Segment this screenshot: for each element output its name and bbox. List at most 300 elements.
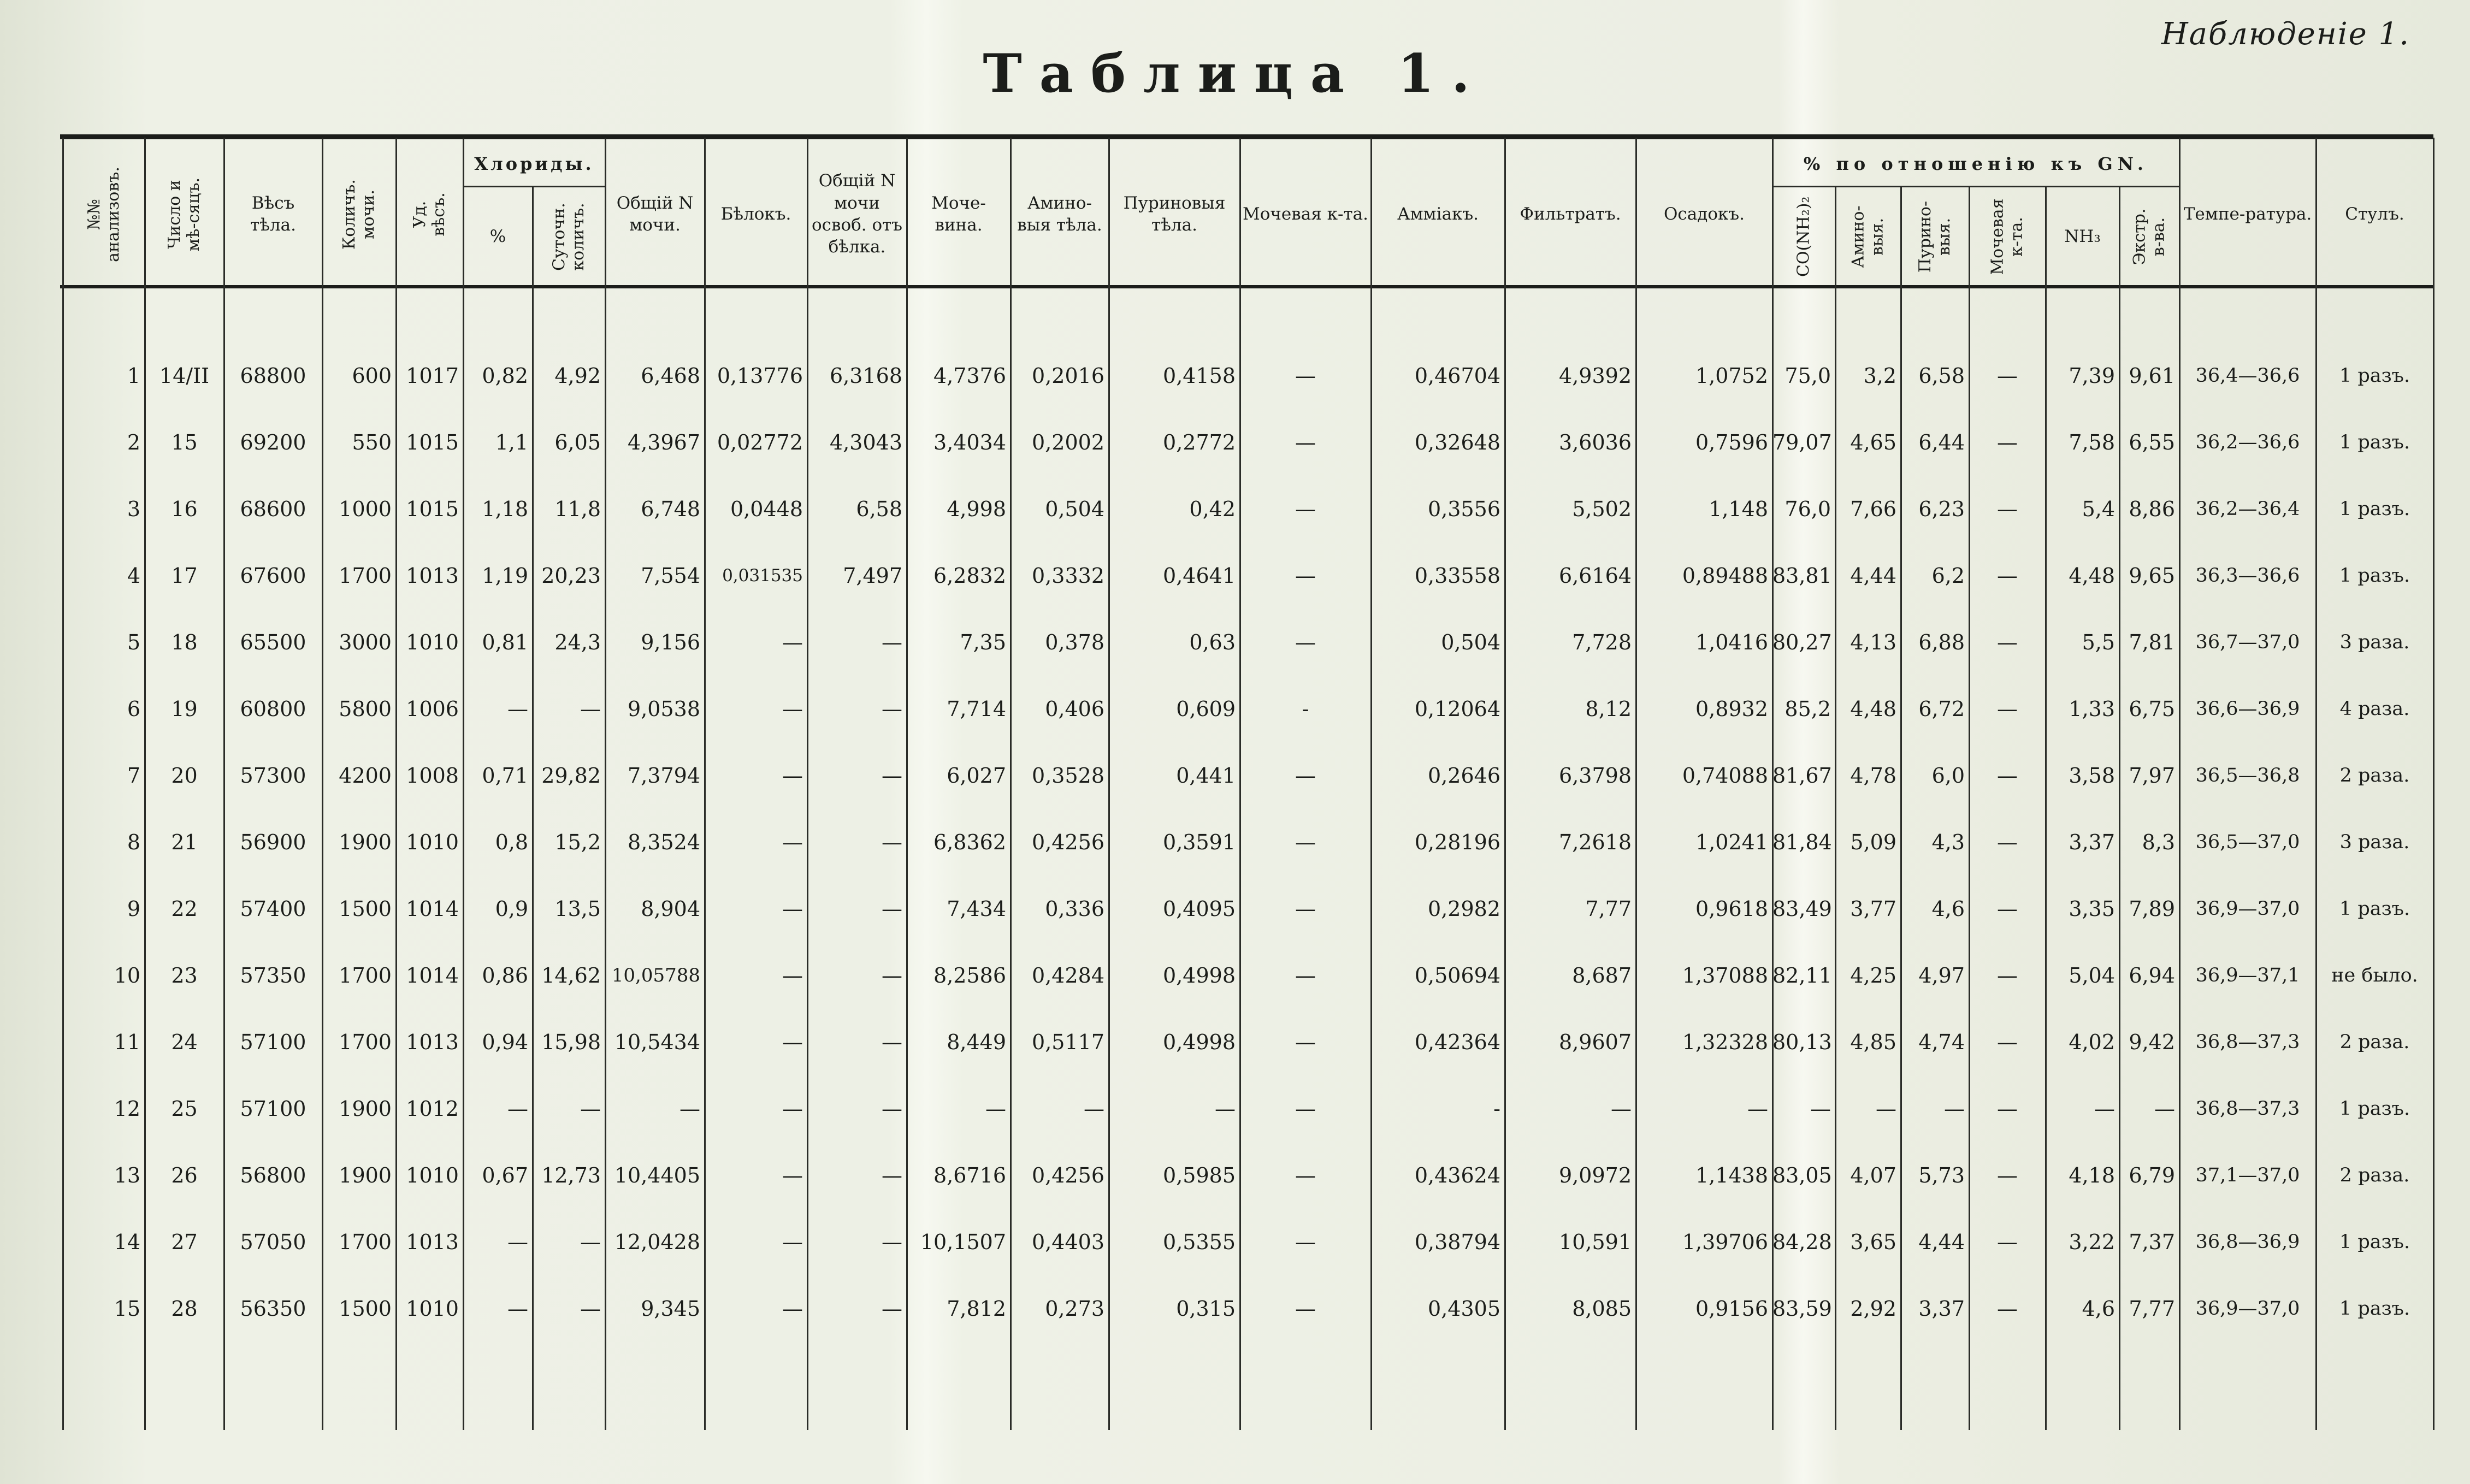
cell-ammonia: 0,4305 bbox=[1428, 1297, 1500, 1321]
cell-protein: — bbox=[782, 764, 803, 788]
header-urea: Моче-вина. bbox=[931, 193, 986, 235]
cell-purine: 0,609 bbox=[1176, 697, 1236, 721]
cell-temp: 36,9—37,0 bbox=[2195, 1298, 2300, 1320]
cell-temp: 36,8—36,9 bbox=[2195, 1231, 2300, 1253]
cell-date: 15 bbox=[171, 430, 198, 454]
cell-amino: 0,406 bbox=[1045, 697, 1104, 721]
cell-ammonia: 0,42364 bbox=[1414, 1030, 1500, 1054]
cell-p-uric: — bbox=[1997, 764, 2018, 788]
cell-urine-qty: 1700 bbox=[339, 1030, 392, 1054]
cell-uric: — bbox=[1295, 364, 1316, 388]
cell-p-extr: 7,97 bbox=[2129, 764, 2175, 788]
cell-total-n: 7,3794 bbox=[628, 764, 700, 788]
cell-spec-gravity: 1006 bbox=[406, 697, 459, 721]
cell-amino: 0,504 bbox=[1045, 497, 1104, 521]
cell-p-extr: 6,55 bbox=[2129, 430, 2175, 454]
header-temp: Темпе-ратура. bbox=[2183, 204, 2312, 224]
cell-num: 8 bbox=[127, 830, 140, 854]
cell-p-purine: 6,88 bbox=[1918, 630, 1965, 654]
cell-p-amino: 3,77 bbox=[1850, 897, 1896, 921]
cell-p-purine: 6,72 bbox=[1918, 697, 1965, 721]
cell-urea: 4,7376 bbox=[933, 364, 1006, 388]
cell-amino: 0,3528 bbox=[1032, 764, 1104, 788]
cell-chl-pct: 0,94 bbox=[482, 1030, 528, 1054]
cell-p-urea: 84,28 bbox=[1772, 1230, 1832, 1254]
chlorides-subrule bbox=[463, 186, 605, 187]
cell-amino: 0,378 bbox=[1045, 630, 1104, 654]
header-p-urea bbox=[1772, 188, 1835, 285]
cell-n-free: 4,3043 bbox=[830, 430, 902, 454]
cell-temp: 36,4—36,6 bbox=[2195, 365, 2300, 387]
cell-uric: - bbox=[1302, 697, 1309, 721]
cell-protein: 0,031535 bbox=[722, 566, 803, 586]
cell-weight: 57100 bbox=[240, 1030, 306, 1054]
cell-num: 2 bbox=[127, 430, 140, 454]
cell-p-extr: 9,61 bbox=[2129, 364, 2175, 388]
cell-amino: — bbox=[1084, 1097, 1104, 1121]
cell-protein: — bbox=[782, 1097, 803, 1121]
cell-p-amino: 3,2 bbox=[1863, 364, 1896, 388]
cell-chl-pct: 1,19 bbox=[482, 564, 528, 588]
cell-num: 11 bbox=[114, 1030, 140, 1054]
cell-protein: — bbox=[782, 1163, 803, 1187]
cell-uric: — bbox=[1295, 764, 1316, 788]
header-p-extr bbox=[2119, 188, 2179, 285]
header-urine-qty-text: Количъ. мочи. bbox=[340, 179, 378, 250]
cell-p-purine: 3,37 bbox=[1918, 1297, 1965, 1321]
cell-p-nh3: 3,22 bbox=[2069, 1230, 2115, 1254]
cell-p-nh3: 3,35 bbox=[2069, 897, 2115, 921]
cell-purine: 0,4158 bbox=[1163, 364, 1236, 388]
cell-urine-qty: 5800 bbox=[339, 697, 392, 721]
cell-p-amino: 7,66 bbox=[1850, 497, 1896, 521]
cell-p-nh3: 3,37 bbox=[2069, 830, 2115, 854]
cell-filtrate: 7,77 bbox=[1585, 897, 1632, 921]
cell-num: 9 bbox=[127, 897, 140, 921]
cell-temp: 36,3—36,6 bbox=[2195, 565, 2300, 587]
cell-p-uric: — bbox=[1997, 364, 2018, 388]
cell-num: 14 bbox=[114, 1230, 140, 1254]
cell-purine: 0,4641 bbox=[1163, 564, 1236, 588]
cell-p-purine: 6,0 bbox=[1931, 764, 1965, 788]
cell-weight: 57100 bbox=[240, 1097, 306, 1121]
cell-total-n: 4,3967 bbox=[628, 430, 700, 454]
cell-urea: 7,434 bbox=[947, 897, 1006, 921]
cell-purine: 0,2772 bbox=[1163, 430, 1236, 454]
cell-p-purine: 6,44 bbox=[1918, 430, 1965, 454]
cell-chl-daily: 29,82 bbox=[541, 764, 601, 788]
cell-date: 19 bbox=[171, 697, 198, 721]
cell-p-purine: 6,23 bbox=[1918, 497, 1965, 521]
cell-date: 14/II bbox=[159, 364, 210, 388]
cell-p-uric: — bbox=[1997, 430, 2018, 454]
cell-ammonia: 0,33558 bbox=[1414, 564, 1500, 588]
cell-sediment: 1,148 bbox=[1709, 497, 1768, 521]
cell-spec-gravity: 1010 bbox=[406, 830, 459, 854]
cell-sediment: 0,8932 bbox=[1695, 697, 1768, 721]
cell-urine-qty: 3000 bbox=[339, 630, 392, 654]
header-chl-pct: % bbox=[489, 227, 506, 247]
cell-num: 1 bbox=[127, 364, 140, 388]
cell-ammonia: 0,28196 bbox=[1414, 830, 1500, 854]
cell-filtrate: 10,591 bbox=[1559, 1230, 1632, 1254]
cell-stool: 1 разъ. bbox=[2339, 1298, 2410, 1320]
header-pct-group: % по отношенію къ GN. bbox=[1803, 153, 2149, 175]
cell-p-purine: — bbox=[1944, 1097, 1965, 1121]
cell-sediment: 1,0416 bbox=[1695, 630, 1768, 654]
cell-uric: — bbox=[1295, 564, 1316, 588]
header-p-urea-text: CO(NH₂)₂ bbox=[1794, 196, 1813, 277]
cell-chl-daily: 6,05 bbox=[554, 430, 601, 454]
cell-uric: — bbox=[1295, 1163, 1316, 1187]
cell-weight: 57350 bbox=[240, 963, 306, 988]
cell-weight: 56900 bbox=[240, 830, 306, 854]
cell-purine: 0,4998 bbox=[1163, 963, 1236, 988]
header-rule bbox=[60, 285, 2433, 288]
cell-stool: 1 разъ. bbox=[2339, 898, 2410, 920]
cell-sediment: 0,9618 bbox=[1695, 897, 1768, 921]
cell-spec-gravity: 1013 bbox=[406, 1230, 459, 1254]
cell-p-uric: — bbox=[1997, 497, 2018, 521]
cell-urea: 8,449 bbox=[947, 1030, 1006, 1054]
cell-n-free: — bbox=[882, 764, 902, 788]
cell-p-amino: 4,25 bbox=[1850, 963, 1896, 988]
header-spec-gravity-text: Уд. вѣсъ. bbox=[410, 192, 448, 237]
cell-p-purine: 4,6 bbox=[1931, 897, 1965, 921]
cell-chl-daily: 20,23 bbox=[541, 564, 601, 588]
cell-p-uric: — bbox=[1997, 1030, 2018, 1054]
cell-chl-pct: — bbox=[507, 697, 528, 721]
cell-temp: 36,5—37,0 bbox=[2195, 831, 2300, 853]
cell-n-free: 6,58 bbox=[856, 497, 902, 521]
cell-total-n: 6,468 bbox=[641, 364, 700, 388]
cell-p-urea: 75,0 bbox=[1784, 364, 1831, 388]
cell-ammonia: 0,3556 bbox=[1428, 497, 1500, 521]
cell-amino: 0,2002 bbox=[1032, 430, 1104, 454]
cell-spec-gravity: 1010 bbox=[406, 630, 459, 654]
cell-chl-pct: — bbox=[507, 1097, 528, 1121]
cell-n-free: 6,3168 bbox=[830, 364, 902, 388]
cell-protein: 0,13776 bbox=[717, 364, 803, 388]
header-purine: Пуриновыя тѣла. bbox=[1123, 193, 1226, 235]
cell-p-extr: 6,79 bbox=[2129, 1163, 2175, 1187]
cell-n-free: — bbox=[882, 697, 902, 721]
cell-total-n: 9,156 bbox=[641, 630, 700, 654]
cell-protein: — bbox=[782, 830, 803, 854]
cell-weight: 68800 bbox=[240, 364, 306, 388]
cell-p-extr: 7,37 bbox=[2129, 1230, 2175, 1254]
header-sediment: Осадокъ. bbox=[1664, 204, 1745, 224]
cell-chl-pct: 0,9 bbox=[495, 897, 528, 921]
cell-sediment: 0,7596 bbox=[1695, 430, 1768, 454]
cell-amino: 0,5117 bbox=[1032, 1030, 1104, 1054]
cell-p-amino: 4,07 bbox=[1850, 1163, 1896, 1187]
page-title: Таблица 1. bbox=[983, 43, 1487, 104]
cell-urea: 6,027 bbox=[947, 764, 1006, 788]
cell-p-nh3: 5,5 bbox=[2082, 630, 2115, 654]
header-chl-daily-text: Суточн. количъ. bbox=[549, 203, 588, 271]
header-urine-qty bbox=[322, 143, 396, 285]
cell-urine-qty: 1500 bbox=[339, 897, 392, 921]
cell-temp: 36,2—36,4 bbox=[2195, 498, 2300, 520]
cell-n-free: — bbox=[882, 897, 902, 921]
cell-p-purine: 6,2 bbox=[1931, 564, 1965, 588]
cell-p-amino: 2,92 bbox=[1850, 1297, 1896, 1321]
cell-n-free: — bbox=[882, 1030, 902, 1054]
cell-urea: 4,998 bbox=[947, 497, 1006, 521]
cell-p-extr: 7,77 bbox=[2129, 1297, 2175, 1321]
cell-weight: 68600 bbox=[240, 497, 306, 521]
cell-sediment: 1,1438 bbox=[1695, 1163, 1768, 1187]
cell-p-nh3: 4,02 bbox=[2069, 1030, 2115, 1054]
header-date-text: Число и мѣ-сяцъ. bbox=[165, 177, 203, 251]
cell-p-uric: — bbox=[1997, 697, 2018, 721]
cell-p-purine: 6,58 bbox=[1918, 364, 1965, 388]
header-filtrate: Фильтратъ. bbox=[1520, 204, 1621, 224]
cell-weight: 57400 bbox=[240, 897, 306, 921]
cell-filtrate: 6,3798 bbox=[1559, 764, 1632, 788]
cell-urea: 7,35 bbox=[960, 630, 1006, 654]
cell-uric: — bbox=[1295, 497, 1316, 521]
cell-total-n: 8,904 bbox=[641, 897, 700, 921]
cell-temp: 36,9—37,0 bbox=[2195, 898, 2300, 920]
cell-p-uric: — bbox=[1997, 830, 2018, 854]
cell-p-urea: 82,11 bbox=[1772, 963, 1832, 988]
cell-uric: — bbox=[1295, 1097, 1316, 1121]
header-ammonia: Аммiакъ. bbox=[1397, 204, 1479, 224]
cell-temp: 36,5—36,8 bbox=[2195, 765, 2300, 787]
cell-protein: — bbox=[782, 1297, 803, 1321]
cell-purine: 0,315 bbox=[1176, 1297, 1236, 1321]
cell-total-n: 9,345 bbox=[641, 1297, 700, 1321]
cell-chl-pct: 1,1 bbox=[495, 430, 528, 454]
header-p-nh3: NH₃ bbox=[2064, 227, 2101, 247]
cell-chl-daily: — bbox=[580, 1097, 601, 1121]
cell-p-uric: — bbox=[1997, 1297, 2018, 1321]
cell-weight: 56350 bbox=[240, 1297, 306, 1321]
cell-p-extr: 6,94 bbox=[2129, 963, 2175, 988]
cell-stool: 1 разъ. bbox=[2339, 498, 2410, 520]
cell-stool: 2 раза. bbox=[2339, 1031, 2410, 1053]
cell-stool: 1 разъ. bbox=[2339, 565, 2410, 587]
cell-p-amino: 3,65 bbox=[1850, 1230, 1896, 1254]
cell-filtrate: 7,2618 bbox=[1559, 830, 1632, 854]
cell-spec-gravity: 1017 bbox=[406, 364, 459, 388]
cell-temp: 36,8—37,3 bbox=[2195, 1031, 2300, 1053]
cell-chl-pct: 0,86 bbox=[482, 963, 528, 988]
cell-p-uric: — bbox=[1997, 1230, 2018, 1254]
cell-p-extr: 9,42 bbox=[2129, 1030, 2175, 1054]
cell-ammonia: 0,32648 bbox=[1414, 430, 1500, 454]
cell-chl-daily: 11,8 bbox=[554, 497, 601, 521]
cell-ammonia: 0,50694 bbox=[1414, 963, 1500, 988]
header-num bbox=[63, 143, 145, 285]
cell-p-amino: 4,44 bbox=[1850, 564, 1896, 588]
cell-ammonia: 0,46704 bbox=[1414, 364, 1500, 388]
cell-filtrate: 8,9607 bbox=[1559, 1030, 1632, 1054]
cell-urea: 7,714 bbox=[947, 697, 1006, 721]
cell-protein: — bbox=[782, 697, 803, 721]
cell-total-n: 8,3524 bbox=[628, 830, 700, 854]
cell-n-free: — bbox=[882, 1230, 902, 1254]
cell-spec-gravity: 1015 bbox=[406, 497, 459, 521]
cell-spec-gravity: 1013 bbox=[406, 564, 459, 588]
cell-filtrate: 7,728 bbox=[1572, 630, 1632, 654]
cell-sediment: 1,32328 bbox=[1682, 1030, 1768, 1054]
cell-p-urea: 83,05 bbox=[1772, 1163, 1832, 1187]
cell-p-nh3: 5,4 bbox=[2082, 497, 2115, 521]
cell-p-extr: 6,75 bbox=[2129, 697, 2175, 721]
header-p-purine bbox=[1901, 188, 1969, 285]
cell-stool: 3 раза. bbox=[2339, 631, 2410, 653]
cell-filtrate: 6,6164 bbox=[1559, 564, 1632, 588]
cell-urea: 7,812 bbox=[947, 1297, 1006, 1321]
cell-p-urea: 83,59 bbox=[1772, 1297, 1832, 1321]
cell-p-amino: 4,85 bbox=[1850, 1030, 1896, 1054]
cell-p-nh3: 4,18 bbox=[2069, 1163, 2115, 1187]
cell-chl-daily: 4,92 bbox=[554, 364, 601, 388]
cell-chl-pct: 0,71 bbox=[482, 764, 528, 788]
cell-protein: — bbox=[782, 897, 803, 921]
cell-sediment: 1,0752 bbox=[1695, 364, 1768, 388]
cell-p-nh3: 7,39 bbox=[2069, 364, 2115, 388]
cell-p-urea: 79,07 bbox=[1772, 430, 1832, 454]
cell-uric: — bbox=[1295, 830, 1316, 854]
cell-p-amino: 4,78 bbox=[1850, 764, 1896, 788]
cell-spec-gravity: 1014 bbox=[406, 897, 459, 921]
cell-spec-gravity: 1010 bbox=[406, 1163, 459, 1187]
cell-p-purine: 4,3 bbox=[1931, 830, 1965, 854]
cell-protein: — bbox=[782, 963, 803, 988]
cell-total-n: — bbox=[679, 1097, 700, 1121]
cell-num: 4 bbox=[127, 564, 140, 588]
header-protein: Бѣлокъ. bbox=[720, 204, 791, 224]
cell-chl-pct: 0,67 bbox=[482, 1163, 528, 1187]
cell-chl-pct: 0,82 bbox=[482, 364, 528, 388]
cell-num: 10 bbox=[114, 963, 140, 988]
header-spec-gravity bbox=[396, 143, 463, 285]
cell-p-nh3: 1,33 bbox=[2069, 697, 2115, 721]
cell-amino: 0,273 bbox=[1045, 1297, 1104, 1321]
cell-uric: — bbox=[1295, 1230, 1316, 1254]
cell-p-extr: 8,3 bbox=[2142, 830, 2175, 854]
cell-p-amino: 4,65 bbox=[1850, 430, 1896, 454]
cell-num: 15 bbox=[114, 1297, 140, 1321]
cell-stool: 4 раза. bbox=[2339, 698, 2410, 720]
header-num-text: №№ анализовъ. bbox=[84, 166, 122, 262]
cell-weight: 65500 bbox=[240, 630, 306, 654]
cell-p-urea: — bbox=[1810, 1097, 1831, 1121]
cell-p-extr: — bbox=[2154, 1097, 2175, 1121]
cell-urine-qty: 600 bbox=[352, 364, 392, 388]
cell-purine: 0,4998 bbox=[1163, 1030, 1236, 1054]
cell-spec-gravity: 1014 bbox=[406, 963, 459, 988]
cell-purine: 0,5985 bbox=[1163, 1163, 1236, 1187]
cell-date: 27 bbox=[171, 1230, 198, 1254]
cell-ammonia: - bbox=[1493, 1097, 1500, 1121]
cell-p-purine: 4,74 bbox=[1918, 1030, 1965, 1054]
cell-filtrate: — bbox=[1611, 1097, 1632, 1121]
cell-spec-gravity: 1015 bbox=[406, 430, 459, 454]
cell-n-free: — bbox=[882, 630, 902, 654]
cell-uric: — bbox=[1295, 1030, 1316, 1054]
cell-p-extr: 7,81 bbox=[2129, 630, 2175, 654]
cell-date: 18 bbox=[171, 630, 198, 654]
cell-p-amino: 4,48 bbox=[1850, 697, 1896, 721]
cell-spec-gravity: 1013 bbox=[406, 1030, 459, 1054]
cell-n-free: — bbox=[882, 1297, 902, 1321]
cell-temp: 36,8—37,3 bbox=[2195, 1098, 2300, 1120]
cell-p-amino: — bbox=[1876, 1097, 1896, 1121]
cell-sediment: 1,37088 bbox=[1682, 963, 1768, 988]
cell-total-n: 10,5434 bbox=[614, 1030, 700, 1054]
cell-protein: — bbox=[782, 1030, 803, 1054]
cell-uric: — bbox=[1295, 897, 1316, 921]
header-uric: Мочевая к-та. bbox=[1243, 204, 1368, 224]
cell-date: 21 bbox=[171, 830, 198, 854]
cell-total-n: 6,748 bbox=[641, 497, 700, 521]
header-p-uric bbox=[1969, 188, 2046, 285]
cell-total-n: 10,4405 bbox=[614, 1163, 700, 1187]
cell-p-urea: 81,84 bbox=[1772, 830, 1832, 854]
header-chlorides: Хлориды. bbox=[474, 153, 594, 175]
cell-filtrate: 8,12 bbox=[1585, 697, 1632, 721]
cell-protein: — bbox=[782, 630, 803, 654]
cell-date: 23 bbox=[171, 963, 198, 988]
cell-purine: 0,42 bbox=[1189, 497, 1236, 521]
cell-p-uric: — bbox=[1997, 564, 2018, 588]
cell-sediment: 0,89488 bbox=[1682, 564, 1768, 588]
cell-urine-qty: 1900 bbox=[339, 1097, 392, 1121]
cell-amino: 0,4284 bbox=[1032, 963, 1104, 988]
cell-sediment: 0,74088 bbox=[1682, 764, 1768, 788]
cell-purine: 0,63 bbox=[1189, 630, 1236, 654]
cell-date: 17 bbox=[171, 564, 198, 588]
cell-total-n: 7,554 bbox=[641, 564, 700, 588]
header-p-purine-text: Пурино-выя. bbox=[1916, 200, 1954, 273]
cell-chl-daily: — bbox=[580, 697, 601, 721]
cell-p-nh3: — bbox=[2094, 1097, 2115, 1121]
cell-urine-qty: 1000 bbox=[339, 497, 392, 521]
cell-uric: — bbox=[1295, 430, 1316, 454]
header-chl-daily bbox=[533, 188, 605, 285]
cell-filtrate: 5,502 bbox=[1572, 497, 1632, 521]
cell-p-urea: 76,0 bbox=[1784, 497, 1831, 521]
cell-n-free: — bbox=[882, 1163, 902, 1187]
cell-stool: 1 разъ. bbox=[2339, 1231, 2410, 1253]
cell-protein: 0,0448 bbox=[730, 497, 803, 521]
cell-weight: 57300 bbox=[240, 764, 306, 788]
cell-weight: 56800 bbox=[240, 1163, 306, 1187]
cell-p-amino: 4,13 bbox=[1850, 630, 1896, 654]
cell-p-urea: 81,67 bbox=[1772, 764, 1832, 788]
cell-p-nh3: 5,04 bbox=[2069, 963, 2115, 988]
cell-filtrate: 4,9392 bbox=[1559, 364, 1632, 388]
cell-stool: 3 раза. bbox=[2339, 831, 2410, 853]
cell-urea: 3,4034 bbox=[933, 430, 1006, 454]
cell-n-free: 7,497 bbox=[843, 564, 902, 588]
cell-num: 3 bbox=[127, 497, 140, 521]
cell-uric: — bbox=[1295, 630, 1316, 654]
cell-p-uric: — bbox=[1997, 897, 2018, 921]
cell-chl-pct: 1,18 bbox=[482, 497, 528, 521]
header-amino: Амино-выя тѣла. bbox=[1017, 193, 1102, 235]
cell-stool: 1 разъ. bbox=[2339, 1098, 2410, 1120]
cell-chl-pct: — bbox=[507, 1230, 528, 1254]
cell-chl-daily: — bbox=[580, 1297, 601, 1321]
cell-weight: 57050 bbox=[240, 1230, 306, 1254]
cell-date: 26 bbox=[171, 1163, 198, 1187]
